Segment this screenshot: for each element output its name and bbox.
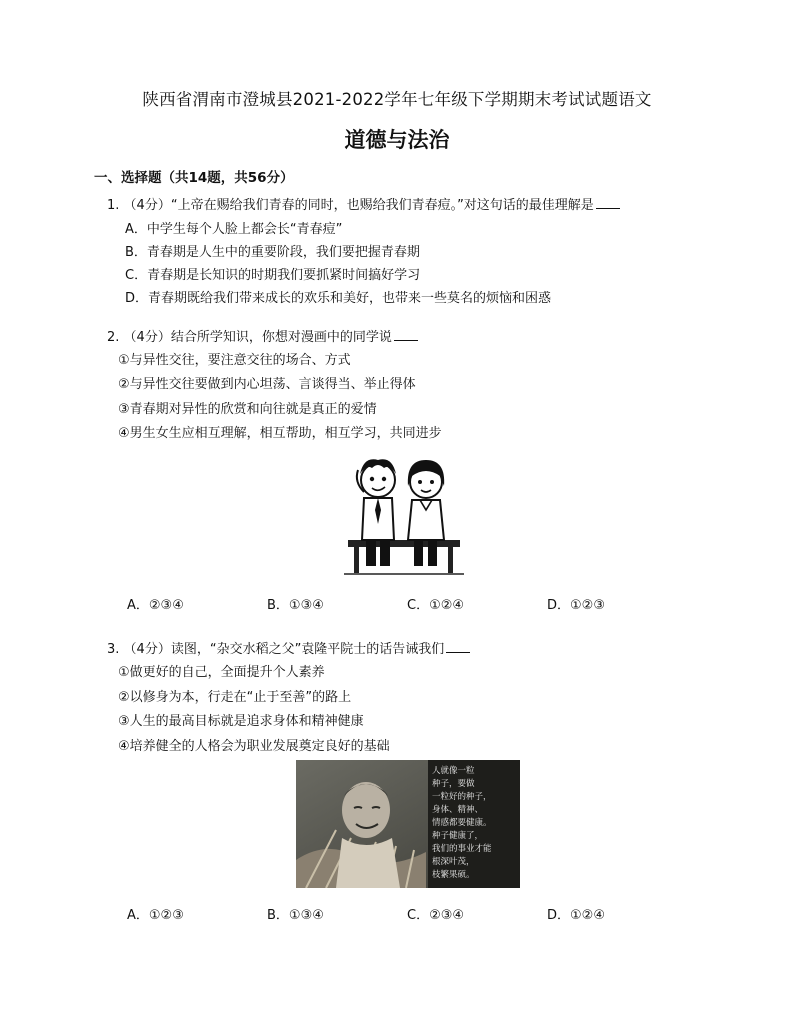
answer-text: ①③④ xyxy=(288,598,324,613)
answer-text: ①②④ xyxy=(429,598,465,613)
answer-letter: D． xyxy=(547,598,571,613)
answer-b[interactable] xyxy=(267,904,324,923)
cartoon-boy-girl-image xyxy=(340,452,470,577)
statement-3: ③人生的最高目标就是追求身体和精神健康 xyxy=(118,714,364,729)
answer-letter: A． xyxy=(127,598,149,613)
caption-line: 枝繁果硕。 xyxy=(432,870,475,880)
caption-line: 人就像一粒 xyxy=(432,766,475,776)
question-points: （4分） xyxy=(123,642,171,657)
answer-a[interactable] xyxy=(127,904,184,923)
option-text: 青春期是人生中的重要阶段，我们要把握青春期 xyxy=(146,245,420,260)
statement-1: ①与异性交往，要注意交往的场合、方式 xyxy=(118,353,351,368)
statement-4: ④男生女生应相互理解，相互帮助，相互学习，共同进步 xyxy=(118,426,442,441)
statement-2: ②与异性交往要做到内心坦荡、言谈得当、举止得体 xyxy=(118,377,416,392)
question-points: （4分） xyxy=(123,198,171,213)
statement-3: ③青春期对异性的欣赏和向往就是真正的爱情 xyxy=(118,402,377,417)
option-a[interactable] xyxy=(125,218,342,237)
question-stem xyxy=(107,194,620,213)
statement-1: ①做更好的自己，全面提升个人素养 xyxy=(118,665,325,680)
answer-text: ①②③ xyxy=(570,598,605,613)
answer-letter: C． xyxy=(407,908,430,923)
option-d[interactable] xyxy=(125,287,551,306)
caption-line: 根深叶茂， xyxy=(432,857,475,867)
answer-letter: D． xyxy=(547,908,571,923)
option-letter: B． xyxy=(125,245,147,260)
answer-blank xyxy=(596,196,620,209)
option-c[interactable] xyxy=(125,264,420,283)
statement-2: ②以修身为本，行走在“止于至善”的路上 xyxy=(118,690,352,705)
question-number: 3. xyxy=(107,642,120,657)
option-text: 青春期是长知识的时期我们要抓紧时间搞好学习 xyxy=(147,268,421,283)
question-number: 1. xyxy=(107,198,120,213)
option-text: 中学生每个人脸上都会长“青春痘” xyxy=(146,222,343,237)
answer-a[interactable] xyxy=(127,594,184,613)
question-text: 结合所学知识，你想对漫画中的同学说 xyxy=(170,330,392,345)
answer-letter: A． xyxy=(127,908,149,923)
exam-title: 陕西省渭南市澄城县2021-2022学年七年级下学期期末考试试题语文 xyxy=(142,90,652,109)
question-stem xyxy=(107,638,470,657)
answer-text: ①②④ xyxy=(570,908,605,923)
answer-text: ①③④ xyxy=(288,908,324,923)
statement-4: ④培养健全的人格会为职业发展奠定良好的基础 xyxy=(118,739,390,754)
caption-line: 身体、精神、 xyxy=(432,805,484,815)
answer-letter: C． xyxy=(407,598,430,613)
option-letter: D． xyxy=(125,291,149,306)
question-points: （4分） xyxy=(123,330,171,345)
subject-title: 道德与法治 xyxy=(344,128,450,152)
question-text: “上帝在赐给我们青春的同时，也赐给我们青春痘。”对这句话的最佳理解是 xyxy=(170,198,594,213)
caption-line: 种子健康了， xyxy=(432,831,484,841)
caption-line: 一粒好的种子， xyxy=(432,792,492,802)
answer-blank xyxy=(446,640,470,653)
answer-c[interactable] xyxy=(407,904,464,923)
answer-d[interactable] xyxy=(547,594,605,613)
question-number: 2. xyxy=(107,330,120,345)
answer-text: ②③④ xyxy=(148,598,184,613)
option-letter: C． xyxy=(125,268,148,283)
caption-line: 我们的事业才能 xyxy=(432,844,492,854)
answer-d[interactable] xyxy=(547,904,605,923)
question-text: 读图，“杂交水稻之父”袁隆平院士的话告诫我们 xyxy=(170,642,445,657)
option-letter: A． xyxy=(125,222,147,237)
caption-line: 情感都要健康。 xyxy=(432,818,492,828)
question-stem xyxy=(107,326,418,345)
answer-text: ②③④ xyxy=(429,908,465,923)
answer-c[interactable] xyxy=(407,594,464,613)
yuan-longping-photo xyxy=(296,760,520,888)
section-heading: 一、选择题（共14题，共56分） xyxy=(94,170,294,186)
answer-letter: B． xyxy=(267,908,289,923)
option-b[interactable] xyxy=(125,241,420,260)
answer-text: ①②③ xyxy=(148,908,184,923)
caption-line: 种子，要做 xyxy=(432,779,475,789)
answer-b[interactable] xyxy=(267,594,324,613)
answer-blank xyxy=(394,328,418,341)
option-text: 青春期既给我们带来成长的欢乐和美好，也带来一些莫名的烦恼和困惑 xyxy=(148,291,552,306)
answer-letter: B． xyxy=(267,598,289,613)
